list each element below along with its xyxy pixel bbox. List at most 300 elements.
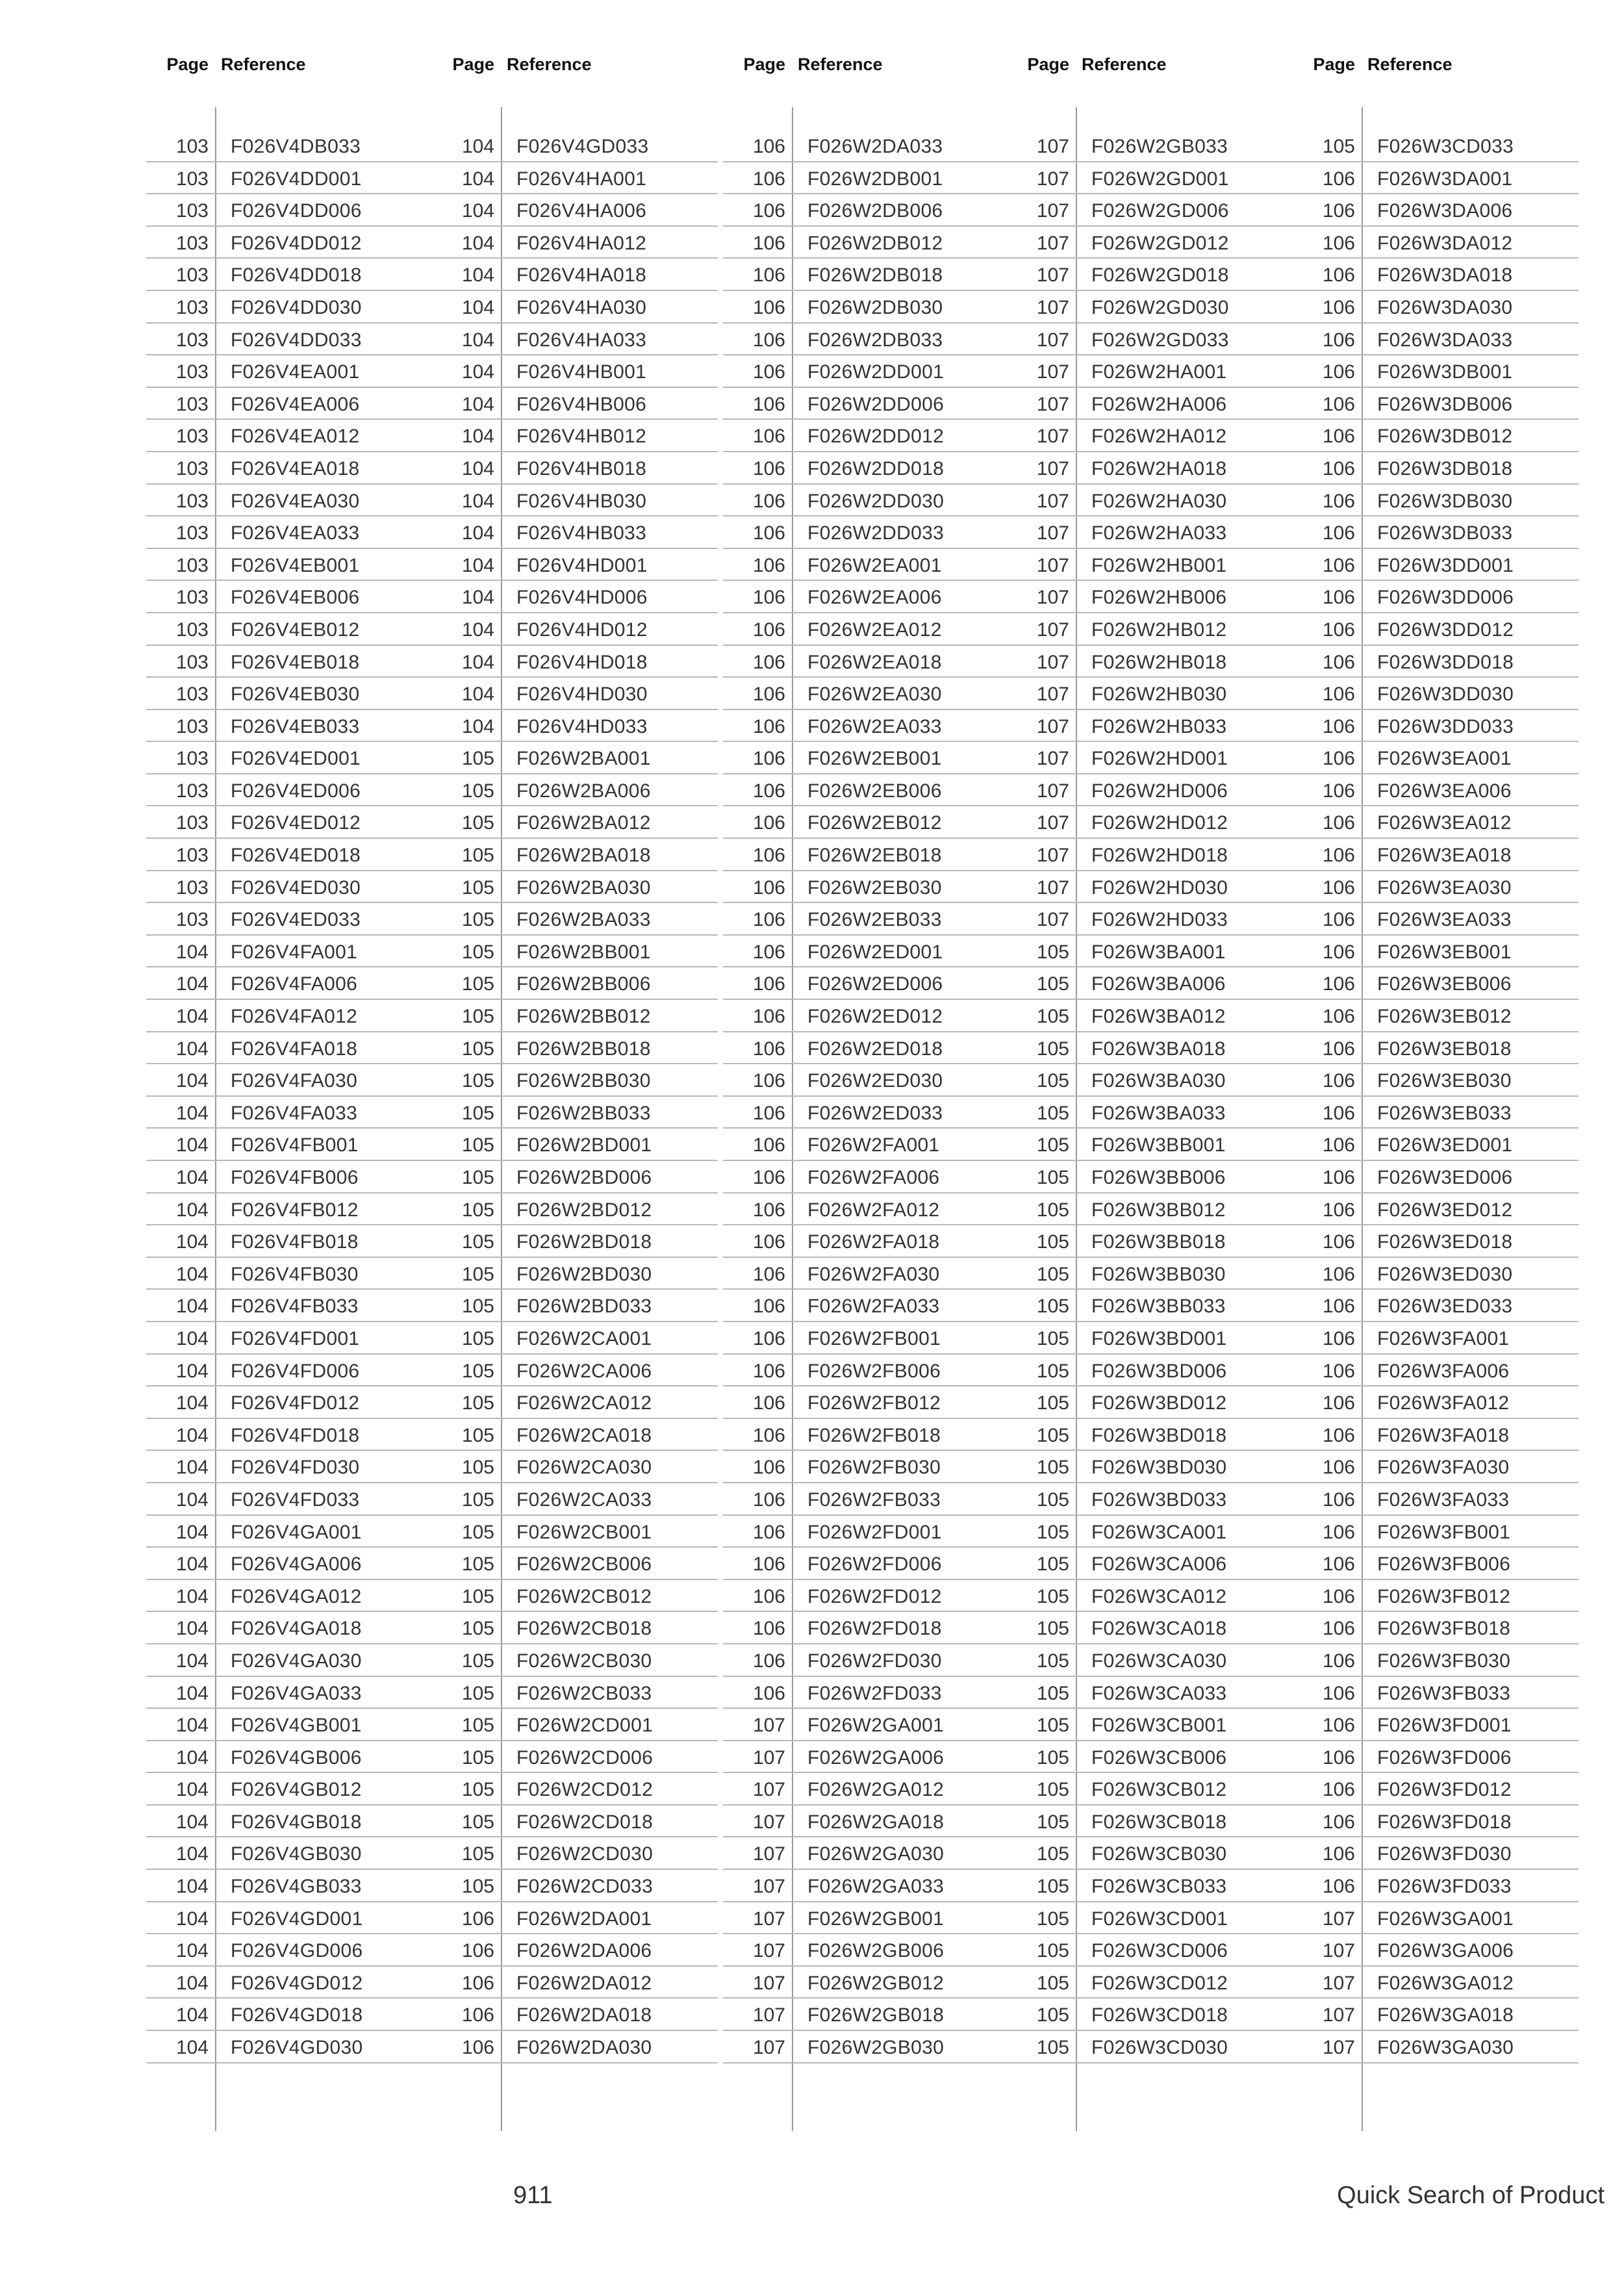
- table-row: [432, 1677, 718, 1709]
- table-row: [1007, 581, 1293, 613]
- page-number-cell: 106: [1322, 845, 1355, 867]
- table-row: [146, 227, 432, 259]
- table-row: [1007, 1225, 1293, 1258]
- reference-cell: F026V4GD033: [516, 136, 649, 157]
- table-row: [432, 388, 718, 420]
- table-row: [146, 1419, 432, 1451]
- reference-cell: F026W2ED006: [807, 973, 943, 995]
- reference-cell: F026W2CA012: [516, 1392, 652, 1414]
- reference-cell: F026V4FB006: [231, 1167, 359, 1188]
- table-row: [1007, 1870, 1293, 1902]
- reference-cell: F026W2DB006: [807, 200, 943, 222]
- page-number-cell: 105: [1036, 1360, 1069, 1382]
- reference-cell: F026V4FB033: [231, 1296, 359, 1318]
- table-row: [723, 1000, 1009, 1032]
- page-number-cell: 106: [1322, 1424, 1355, 1446]
- reference-cell: F026W2CA030: [516, 1457, 652, 1479]
- page-number-cell: 103: [175, 168, 209, 190]
- page-number-cell: 105: [1036, 1424, 1069, 1446]
- table-row: [1007, 485, 1293, 517]
- table-row: [1007, 1677, 1293, 1709]
- reference-cell: F026W3FB030: [1377, 1650, 1511, 1672]
- reference-cell: F026W2FA030: [807, 1263, 940, 1285]
- page-number-cell: 106: [752, 845, 785, 867]
- page-number-cell: 105: [461, 1746, 494, 1769]
- reference-cell: F026V4HA001: [516, 168, 647, 190]
- page-number-cell: 106: [1322, 426, 1355, 448]
- table-row: [432, 742, 718, 774]
- page-number-cell: 106: [752, 1263, 785, 1285]
- page-number-cell: 106: [752, 264, 785, 287]
- page-number-cell: 107: [1322, 1908, 1355, 1930]
- page-number-cell: 107: [1036, 490, 1069, 512]
- table-row: [432, 1806, 718, 1838]
- page-number-cell: 105: [1036, 1779, 1069, 1801]
- table-row: [1293, 2031, 1579, 2063]
- table-row: [432, 1773, 718, 1806]
- page-number-cell: 106: [1322, 1779, 1355, 1801]
- table-row: [1007, 646, 1293, 678]
- page-number-cell: 106: [1322, 1392, 1355, 1414]
- reference-cell: F026V4DD006: [231, 200, 362, 222]
- reference-cell: F026W3BD001: [1091, 1327, 1227, 1349]
- page-number-cell: 104: [175, 1392, 209, 1414]
- page-number-cell: 107: [1322, 1940, 1355, 1962]
- reference-cell: F026W3CB030: [1091, 1843, 1227, 1865]
- page-number-cell: 105: [461, 1360, 494, 1382]
- page-number-cell: 105: [461, 845, 494, 867]
- table-row: [1007, 1741, 1293, 1774]
- reference-cell: F026W3EB033: [1377, 1102, 1512, 1124]
- page-number-cell: 106: [752, 1618, 785, 1640]
- reference-cell: F026W3CD033: [1377, 136, 1514, 157]
- page-number-cell: 104: [175, 1070, 209, 1092]
- page-number-cell: 107: [1036, 554, 1069, 576]
- reference-cell: F026W2FB018: [807, 1424, 941, 1446]
- page-number-cell: 105: [461, 909, 494, 931]
- reference-cell: F026V4EA018: [231, 457, 360, 479]
- page-number-cell: 104: [461, 426, 494, 448]
- table-row: [723, 388, 1009, 420]
- reference-cell: F026V4GA033: [231, 1682, 362, 1704]
- page-number-cell: 106: [1322, 490, 1355, 512]
- reference-cell: F026W2FA012: [807, 1199, 940, 1221]
- reference-cell: F026W2EB001: [807, 748, 942, 770]
- reference-cell: F026V4EB006: [231, 587, 360, 609]
- reference-cell: F026W2BD006: [516, 1167, 652, 1188]
- table-row: [1293, 452, 1579, 485]
- reference-cell: F026V4HA018: [516, 264, 647, 287]
- reference-cell: F026W3CB012: [1091, 1779, 1227, 1801]
- table-row: [1007, 1967, 1293, 1999]
- page-number-cell: 107: [752, 1940, 785, 1962]
- page-number-cell: 106: [752, 554, 785, 576]
- reference-cell: F026W3CD006: [1091, 1940, 1228, 1962]
- table-row: [146, 1548, 432, 1580]
- reference-cell: F026W3FA006: [1377, 1360, 1510, 1382]
- table-row: [1007, 1837, 1293, 1870]
- table-row: [146, 1355, 432, 1387]
- reference-cell: F026W2DB018: [807, 264, 943, 287]
- table-row: [1293, 1161, 1579, 1194]
- page-number-cell: 105: [461, 1585, 494, 1607]
- table-row: [432, 291, 718, 324]
- table-row: [723, 1837, 1009, 1870]
- table-row: [1007, 1806, 1293, 1838]
- table-row: [146, 710, 432, 743]
- table-row: [723, 1902, 1009, 1935]
- reference-cell: F026W2EB012: [807, 812, 942, 834]
- page-number-cell: 103: [175, 780, 209, 802]
- page-number-cell: 107: [1036, 264, 1069, 287]
- page-number-cell: 104: [175, 1360, 209, 1382]
- page-number-cell: 106: [1322, 457, 1355, 479]
- column-header: [146, 55, 432, 81]
- table-row: [1293, 1194, 1579, 1226]
- page-number-cell: 107: [1322, 2004, 1355, 2026]
- page-number-cell: 106: [1322, 1585, 1355, 1607]
- page-number-cell: 105: [1036, 1521, 1069, 1543]
- page-number-cell: 106: [1322, 1327, 1355, 1349]
- reference-cell: F026V4EB030: [231, 683, 360, 706]
- page-number-cell: 106: [1322, 1715, 1355, 1737]
- reference-cell: F026V4GD018: [231, 2004, 363, 2026]
- table-row: [146, 1064, 432, 1097]
- table-row: [1007, 1773, 1293, 1806]
- table-row: [1007, 839, 1293, 871]
- table-row: [146, 1386, 432, 1419]
- page-number-cell: 104: [175, 1876, 209, 1898]
- reference-header-label: Reference: [221, 55, 306, 74]
- table-row: [1293, 1064, 1579, 1097]
- page-number-cell: 107: [1036, 296, 1069, 318]
- column-header: [1007, 55, 1293, 81]
- table-row: [723, 1322, 1009, 1355]
- table-row: [1007, 1129, 1293, 1161]
- reference-cell: F026W3DD030: [1377, 683, 1514, 706]
- page-number-cell: 107: [1036, 168, 1069, 190]
- table-row: [432, 710, 718, 743]
- reference-cell: F026W3FD018: [1377, 1811, 1512, 1833]
- table-row: [1293, 485, 1579, 517]
- page-number-cell: 107: [752, 1746, 785, 1769]
- table-row: [723, 1290, 1009, 1322]
- reference-cell: F026W3CA018: [1091, 1618, 1227, 1640]
- reference-cell: F026W2EB006: [807, 780, 942, 802]
- page-number-cell: 104: [175, 2037, 209, 2059]
- reference-cell: F026W2CD033: [516, 1876, 653, 1898]
- reference-cell: F026W2HD012: [1091, 812, 1228, 834]
- page-number-cell: 105: [461, 1327, 494, 1349]
- reference-cell: F026V4HB006: [516, 393, 647, 415]
- page-number-cell: 105: [461, 1038, 494, 1060]
- reference-cell: F026W2GA012: [807, 1779, 945, 1801]
- reference-cell: F026W2DD018: [807, 457, 945, 479]
- table-row: [1293, 1032, 1579, 1065]
- table-row: [1007, 549, 1293, 581]
- page-header-label: Page: [1027, 55, 1069, 74]
- page-number-cell: 106: [752, 1070, 785, 1092]
- reference-cell: F026V4FA018: [231, 1038, 358, 1060]
- reference-cell: F026V4HD001: [516, 554, 648, 576]
- reference-cell: F026W2GD001: [1091, 168, 1229, 190]
- table-row: [1007, 355, 1293, 388]
- reference-cell: F026V4EA006: [231, 393, 360, 415]
- reference-cell: F026V4HB018: [516, 457, 647, 479]
- page-number-cell: 106: [1322, 1843, 1355, 1865]
- table-row: [1007, 1064, 1293, 1097]
- page-number-cell: 105: [1036, 1488, 1069, 1511]
- table-row: [723, 581, 1009, 613]
- page-number-cell: 107: [1036, 587, 1069, 609]
- reference-cell: F026W3CD030: [1091, 2037, 1228, 2059]
- reference-cell: F026W2GB001: [807, 1908, 945, 1930]
- page-number-cell: 106: [1322, 651, 1355, 673]
- table-row: [1293, 1999, 1579, 2031]
- reference-cell: F026W3FD006: [1377, 1746, 1512, 1769]
- table-row: [432, 1097, 718, 1129]
- page-number-cell: 106: [1322, 522, 1355, 544]
- page-number-cell: 104: [175, 1779, 209, 1801]
- table-row: [146, 1000, 432, 1032]
- page-number-cell: 107: [752, 1972, 785, 1994]
- page-number-cell: 106: [752, 812, 785, 834]
- page-number-cell: 106: [1322, 1360, 1355, 1382]
- reference-cell: F026W2CD006: [516, 1746, 653, 1769]
- reference-cell: F026W3EA006: [1377, 780, 1512, 802]
- page-number-cell: 106: [752, 1488, 785, 1511]
- table-row: [146, 259, 432, 291]
- page-number-cell: 106: [1322, 715, 1355, 737]
- page-number-cell: 104: [461, 554, 494, 576]
- reference-cell: F026V4HB012: [516, 426, 647, 448]
- index-column: [146, 32, 432, 2131]
- page-number-cell: 105: [1036, 2037, 1069, 2059]
- table-row: [1293, 1258, 1579, 1290]
- reference-cell: F026W3BB006: [1091, 1167, 1226, 1188]
- reference-cell: F026W3GA006: [1377, 1940, 1514, 1962]
- reference-cell: F026W2BD018: [516, 1231, 652, 1253]
- table-row: [432, 162, 718, 195]
- reference-cell: F026W2HB006: [1091, 587, 1227, 609]
- table-row: [146, 903, 432, 936]
- reference-cell: F026W2BD033: [516, 1296, 652, 1318]
- page-number-cell: 105: [461, 1102, 494, 1124]
- page-number-cell: 105: [1036, 1327, 1069, 1349]
- table-row: [1007, 194, 1293, 227]
- page-number-cell: 104: [175, 2004, 209, 2026]
- reference-cell: F026W2DA001: [516, 1908, 652, 1930]
- page-number-cell: 106: [1322, 587, 1355, 609]
- table-row: [432, 1194, 718, 1226]
- index-column: [432, 32, 718, 2131]
- table-row: [432, 1322, 718, 1355]
- table-row: [432, 355, 718, 388]
- page-number-cell: 104: [175, 941, 209, 963]
- reference-cell: F026W3BA006: [1091, 973, 1226, 995]
- table-row: [146, 130, 432, 162]
- table-row: [146, 1290, 432, 1322]
- reference-cell: F026W2DA030: [516, 2037, 652, 2059]
- table-row: [146, 1258, 432, 1290]
- page-number-cell: 105: [1036, 1940, 1069, 1962]
- table-row: [146, 806, 432, 839]
- page-number-cell: 103: [175, 554, 209, 576]
- reference-cell: F026W2HA001: [1091, 361, 1227, 383]
- reference-cell: F026W2CB006: [516, 1553, 652, 1576]
- table-row: [146, 1837, 432, 1870]
- reference-cell: F026V4EA001: [231, 361, 360, 383]
- page-number-cell: 107: [1036, 780, 1069, 802]
- reference-cell: F026W2FA033: [807, 1296, 940, 1318]
- table-row: [723, 871, 1009, 904]
- reference-cell: F026W2EB018: [807, 845, 942, 867]
- table-row: [723, 1355, 1009, 1387]
- table-row: [432, 1548, 718, 1580]
- reference-cell: F026V4DB033: [231, 136, 361, 157]
- page-number-cell: 105: [1036, 1392, 1069, 1414]
- page-number-cell: 106: [461, 1908, 494, 1930]
- table-row: [1293, 1548, 1579, 1580]
- page-number-cell: 106: [1322, 393, 1355, 415]
- page-number-cell: 107: [1036, 651, 1069, 673]
- page-number-cell: 104: [461, 619, 494, 641]
- page-number-cell: 103: [175, 812, 209, 834]
- table-row: [1293, 1322, 1579, 1355]
- reference-cell: F026W2CA006: [516, 1360, 652, 1382]
- page-number-cell: 103: [175, 845, 209, 867]
- index-rows: [146, 130, 432, 2063]
- table-row: [723, 324, 1009, 356]
- reference-cell: F026W3DB033: [1377, 522, 1513, 544]
- table-row: [432, 1032, 718, 1065]
- reference-cell: F026W2BA001: [516, 748, 651, 770]
- table-row: [146, 613, 432, 646]
- table-row: [432, 967, 718, 1000]
- reference-cell: F026V4ED001: [231, 748, 361, 770]
- page-number-cell: 106: [1322, 1746, 1355, 1769]
- table-row: [432, 2031, 718, 2063]
- page-number-cell: 104: [461, 457, 494, 479]
- table-row: [1007, 420, 1293, 452]
- page-number-cell: 104: [175, 1746, 209, 1769]
- table-row: [723, 1258, 1009, 1290]
- page-number-cell: 106: [752, 1167, 785, 1188]
- page-number-cell: 104: [461, 715, 494, 737]
- reference-cell: F026W3FA030: [1377, 1457, 1510, 1479]
- table-row: [146, 517, 432, 549]
- reference-cell: F026W3DA018: [1377, 264, 1513, 287]
- reference-cell: F026W3BB033: [1091, 1296, 1226, 1318]
- page-number-cell: 106: [752, 1521, 785, 1543]
- index-rows: [1007, 130, 1293, 2063]
- table-row: [1293, 1902, 1579, 1935]
- table-row: [146, 1161, 432, 1194]
- page-number-cell: 105: [461, 1488, 494, 1511]
- table-row: [432, 1870, 718, 1902]
- column-header: [723, 55, 1009, 81]
- page-number-cell: 103: [175, 587, 209, 609]
- table-row: [146, 1806, 432, 1838]
- page-number-cell: 106: [1322, 1167, 1355, 1188]
- page-number-cell: 105: [461, 973, 494, 995]
- reference-cell: F026V4DD018: [231, 264, 362, 287]
- reference-cell: F026W2GA001: [807, 1715, 945, 1737]
- reference-cell: F026V4ED006: [231, 780, 361, 802]
- table-row: [723, 1064, 1009, 1097]
- reference-cell: F026W3EA030: [1377, 876, 1512, 899]
- reference-cell: F026W3CD001: [1091, 1908, 1228, 1930]
- reference-cell: F026W2HA012: [1091, 426, 1227, 448]
- table-row: [146, 1967, 432, 1999]
- page-number-cell: 105: [1036, 1650, 1069, 1672]
- table-row: [723, 1870, 1009, 1902]
- page-number-cell: 106: [1322, 1553, 1355, 1576]
- page-number-cell: 107: [752, 1908, 785, 1930]
- reference-cell: F026W2BB001: [516, 941, 651, 963]
- table-row: [723, 710, 1009, 743]
- page-number-cell: 105: [461, 1618, 494, 1640]
- reference-cell: F026V4HD033: [516, 715, 648, 737]
- table-row: [1293, 324, 1579, 356]
- page-number-cell: 106: [1322, 264, 1355, 287]
- table-row: [1293, 1773, 1579, 1806]
- page-number-cell: 107: [752, 1779, 785, 1801]
- page-number-cell: 103: [175, 651, 209, 673]
- reference-cell: F026W2FB006: [807, 1360, 941, 1382]
- table-row: [723, 355, 1009, 388]
- reference-cell: F026W3EA012: [1377, 812, 1512, 834]
- table-row: [432, 646, 718, 678]
- page-number-cell: 106: [752, 168, 785, 190]
- page-number-cell: 106: [1322, 909, 1355, 931]
- reference-cell: F026W3DD012: [1377, 619, 1514, 641]
- page-number-cell: 104: [175, 1424, 209, 1446]
- table-row: [146, 388, 432, 420]
- reference-cell: F026W2HB018: [1091, 651, 1227, 673]
- reference-cell: F026V4EB012: [231, 619, 360, 641]
- reference-cell: F026W3FD012: [1377, 1779, 1512, 1801]
- reference-cell: F026V4GD030: [231, 2037, 363, 2059]
- table-row: [723, 936, 1009, 968]
- table-row: [432, 227, 718, 259]
- table-row: [432, 549, 718, 581]
- table-row: [723, 1386, 1009, 1419]
- page-number-cell: 107: [752, 1843, 785, 1865]
- reference-header-label: Reference: [798, 55, 883, 74]
- table-row: [723, 420, 1009, 452]
- reference-cell: F026W3DD018: [1377, 651, 1514, 673]
- page-number-cell: 106: [752, 1231, 785, 1253]
- reference-cell: F026W2ED001: [807, 941, 943, 963]
- table-row: [1007, 1902, 1293, 1935]
- page-number-cell: 106: [1322, 1521, 1355, 1543]
- page-number-cell: 104: [175, 1167, 209, 1188]
- table-row: [1293, 1386, 1579, 1419]
- reference-header-label: Reference: [1082, 55, 1167, 74]
- reference-cell: F026W2FB001: [807, 1327, 941, 1349]
- reference-cell: F026W2FB030: [807, 1457, 941, 1479]
- reference-cell: F026V4FB001: [231, 1134, 359, 1156]
- table-row: [723, 227, 1009, 259]
- page-number-cell: 107: [1036, 361, 1069, 383]
- table-row: [146, 452, 432, 485]
- page-number-cell: 107: [1036, 812, 1069, 834]
- reference-cell: F026W2EA033: [807, 715, 942, 737]
- reference-cell: F026V4GB030: [231, 1843, 362, 1865]
- page-number-cell: 105: [461, 1296, 494, 1318]
- table-row: [1007, 774, 1293, 807]
